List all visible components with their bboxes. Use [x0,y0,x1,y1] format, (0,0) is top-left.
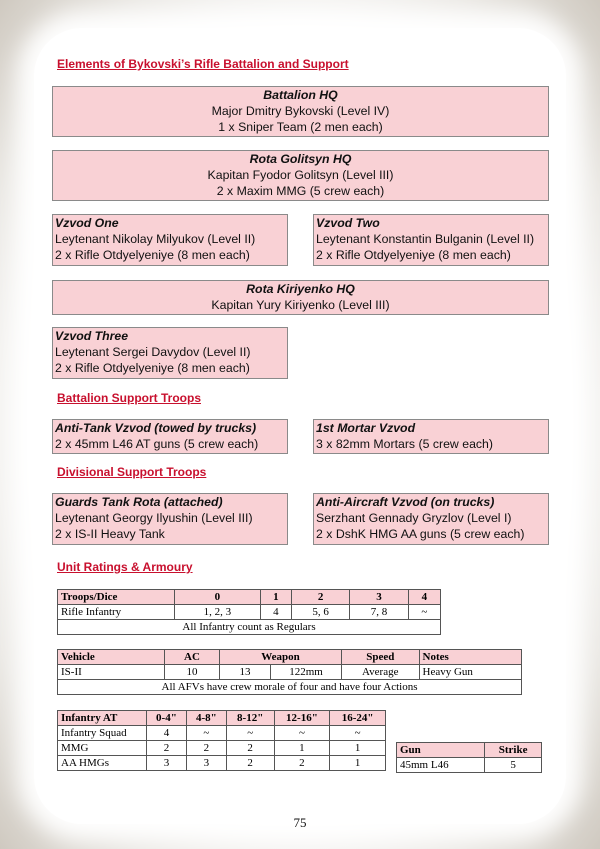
mortar-title: 1st Mortar Vzvod [316,421,416,435]
vzvod-three-unit: 2 x Rifle Otdyelyeniye (8 men each) [55,361,250,375]
table-cell: Average [342,665,420,680]
vzvod-three-box [52,327,288,379]
at-header-cell: 12-16" [274,711,330,726]
battalion-hq-commander: Major Dmitry Bykovski (Level IV) [211,104,390,118]
vzvod-two-unit: 2 x Rifle Otdyelyeniye (8 men each) [316,248,511,262]
rota-kiriyenko-title: Rota Kiriyenko HQ [246,282,355,296]
table-cell: 1 [274,741,330,756]
table-cell: 45mm L46 [397,758,485,773]
vehicle-footer: All AFVs have crew morale of four and have four Actions [58,680,522,695]
vzvod-two-commander: Leytenant Konstantin Bulganin (Level II) [316,232,535,246]
anti-aircraft-title: Anti-Aircraft Vzvod (on trucks) [316,495,495,509]
table-row [58,726,386,741]
vzvod-two-box [313,214,549,266]
rota-golitsyn-unit: 2 x Maxim MMG (5 crew each) [216,184,385,198]
heading-divisional-support: Divisional Support Troops [57,465,207,479]
table-cell: 2 [186,741,226,756]
vehicle-header-row [58,650,522,665]
gun-header-cell: Strike [485,743,542,758]
table-cell: 4 [260,605,291,620]
heading-elements: Elements of Bykovski’s Rifle Battalion and Support [57,57,349,71]
battalion-hq-unit: 1 x Sniper Team (2 men each) [218,120,383,134]
anti-tank-box [52,419,288,454]
gun-table [396,742,542,773]
rota-golitsyn-box [52,150,549,201]
vzvod-three-commander: Leytenant Sergei Davydov (Level II) [55,345,251,359]
rota-kiriyenko-box [52,280,549,315]
mortar-unit: 3 x 82mm Mortars (5 crew each) [316,437,493,451]
page-number: 75 [293,815,307,830]
table-cell: IS-II [58,665,165,680]
table-row [58,605,441,620]
heading-ratings: Unit Ratings & Armoury [57,560,193,574]
table-cell: 13 [220,665,271,680]
at-header-cell: Infantry AT [58,711,147,726]
vzvod-one-unit: 2 x Rifle Otdyelyeniye (8 men each) [55,248,250,262]
at-header-row [58,711,386,726]
anti-tank-unit: 2 x 45mm L46 AT guns (5 crew each) [55,437,259,451]
rota-golitsyn-title: Rota Golitsyn HQ [249,152,352,166]
heading-battalion-support: Battalion Support Troops [57,391,201,405]
mortar-box [313,419,549,454]
at-header-cell: 8-12" [226,711,274,726]
vzvod-one-title: Vzvod One [55,216,119,230]
vehicle-table [57,649,522,695]
table-cell: 3 [147,756,187,771]
vehicle-header-cell: Speed [342,650,420,665]
table-row [58,741,386,756]
guards-tank-box [52,493,288,545]
table-cell: ~ [226,726,274,741]
rota-kiriyenko-commander: Kapitan Yury Kiriyenko (Level III) [211,298,390,312]
rota-golitsyn-commander: Kapitan Fyodor Golitsyn (Level III) [207,168,394,182]
troops-footer: All Infantry count as Regulars [58,620,441,635]
troops-header-cell: Troops/Dice [58,590,175,605]
table-cell: 1, 2, 3 [175,605,261,620]
vzvod-three-title: Vzvod Three [55,329,129,343]
table-cell: 2 [226,741,274,756]
table-row [397,758,542,773]
guards-tank-commander: Leytenant Georgy Ilyushin (Level III) [55,511,253,525]
table-cell: 3 [186,756,226,771]
anti-aircraft-box [313,493,549,545]
table-cell: Rifle Infantry [58,605,175,620]
vehicle-header-cell: Weapon [220,650,342,665]
table-footer-row [58,680,522,695]
table-cell: AA HMGs [58,756,147,771]
troops-header-cell: 4 [408,590,440,605]
infantry-at-table [57,710,386,771]
table-cell: ~ [274,726,330,741]
battalion-hq-title: Battalion HQ [263,88,338,102]
vehicle-header-cell: Vehicle [58,650,165,665]
at-header-cell: 16-24" [330,711,386,726]
table-cell: 1 [330,741,386,756]
vzvod-two-title: Vzvod Two [316,216,380,230]
table-cell: MMG [58,741,147,756]
vehicle-header-cell: Notes [419,650,521,665]
table-row [58,756,386,771]
table-cell: 2 [147,741,187,756]
table-cell: 10 [165,665,220,680]
table-cell: ~ [186,726,226,741]
table-cell: 2 [226,756,274,771]
vzvod-one-box [52,214,288,266]
guards-tank-title: Guards Tank Rota (attached) [55,495,223,509]
anti-aircraft-unit: 2 x DshK HMG AA guns (5 crew each) [316,527,525,541]
table-cell: 122mm [271,665,342,680]
guards-tank-unit: 2 x IS-II Heavy Tank [55,527,165,541]
table-cell: Infantry Squad [58,726,147,741]
anti-aircraft-commander: Serzhant Gennady Gryzlov (Level I) [316,511,512,525]
troops-header-cell: 0 [175,590,261,605]
table-cell: 1 [330,756,386,771]
table-cell: ~ [330,726,386,741]
at-header-cell: 4-8" [186,711,226,726]
table-cell: 4 [147,726,187,741]
troops-header-cell: 3 [350,590,408,605]
at-header-cell: 0-4" [147,711,187,726]
vzvod-one-commander: Leytenant Nikolay Milyukov (Level II) [55,232,256,246]
table-cell: 5 [485,758,542,773]
table-cell: ~ [408,605,440,620]
troops-table [57,589,441,635]
troops-header-row [58,590,441,605]
troops-header-cell: 2 [291,590,349,605]
table-row [58,665,522,680]
table-cell: 2 [274,756,330,771]
table-cell: 5, 6 [291,605,349,620]
table-footer-row [58,620,441,635]
battalion-hq-box [52,86,549,137]
table-cell: Heavy Gun [419,665,521,680]
troops-header-cell: 1 [260,590,291,605]
vehicle-header-cell: AC [165,650,220,665]
table-cell: 7, 8 [350,605,408,620]
gun-header-cell: Gun [397,743,485,758]
anti-tank-title: Anti-Tank Vzvod (towed by trucks) [55,421,257,435]
gun-header-row [397,743,542,758]
